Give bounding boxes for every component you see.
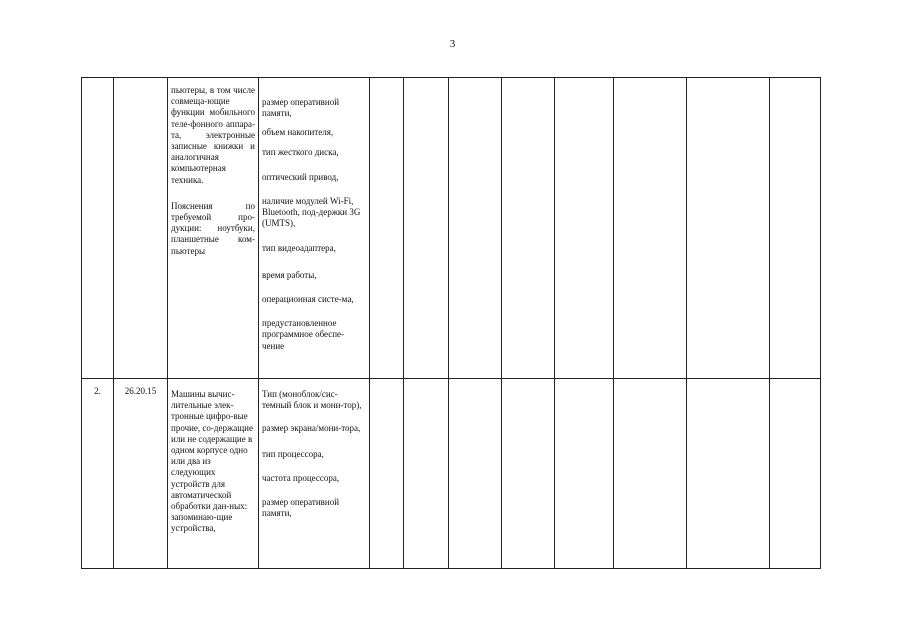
product-characteristics bbox=[259, 78, 370, 379]
product-characteristics bbox=[259, 379, 370, 569]
characteristic: оптический привод, bbox=[262, 171, 339, 182]
description-paragraph: пьютеры, в том числе совмеща-ющие функции мобильного теле-фонного аппара-та, электронные записные книжки и аналогичная компьютерная техника. bbox=[171, 85, 255, 185]
empty-cell bbox=[687, 379, 770, 569]
empty-cell bbox=[502, 78, 555, 379]
product-description bbox=[168, 379, 259, 569]
empty-cell bbox=[404, 78, 449, 379]
characteristic: предустановленное программное обеспе-чение bbox=[262, 318, 345, 351]
empty-cell bbox=[502, 379, 555, 569]
characteristic: тип жесткого диска, bbox=[262, 146, 339, 157]
characteristic: операционная систе-ма, bbox=[262, 294, 354, 305]
characteristic: Тип (моноблок/сис-темный блок и мони-тор), bbox=[262, 389, 362, 411]
okpd-code bbox=[114, 78, 168, 379]
page-number: 3 bbox=[449, 38, 456, 50]
row-number bbox=[82, 78, 114, 379]
table-row bbox=[82, 78, 821, 379]
characteristic: наличие модулей Wi-Fi, Bluetooth, под-держки 3G (UMTS), bbox=[262, 196, 361, 229]
empty-cell bbox=[404, 379, 449, 569]
empty-cell bbox=[555, 78, 614, 379]
empty-cell bbox=[770, 78, 821, 379]
characteristic: тип процессора, bbox=[262, 448, 324, 459]
empty-cell bbox=[555, 379, 614, 569]
empty-cell bbox=[449, 379, 502, 569]
empty-cell bbox=[614, 379, 687, 569]
characteristic: время работы, bbox=[262, 269, 317, 280]
characteristic: объем накопителя, bbox=[262, 127, 334, 138]
characteristic: размер экрана/мони-тора, bbox=[262, 423, 361, 434]
empty-cell bbox=[449, 78, 502, 379]
empty-cell bbox=[370, 379, 404, 569]
characteristic: частота процессора, bbox=[262, 472, 340, 483]
characteristic: тип видеоадаптера, bbox=[262, 242, 336, 253]
okpd-code: 26.20.15 bbox=[114, 379, 168, 569]
product-description bbox=[168, 78, 259, 379]
characteristic: размер оперативной памяти, bbox=[262, 497, 340, 519]
empty-cell bbox=[370, 78, 404, 379]
empty-cell bbox=[770, 379, 821, 569]
empty-cell bbox=[687, 78, 770, 379]
products-table bbox=[81, 77, 821, 569]
description-paragraph: Пояснения по требуемой про-дукции: ноутбуки, планшетные ком-пьютеры bbox=[171, 200, 255, 256]
empty-cell bbox=[614, 78, 687, 379]
table-row bbox=[82, 379, 821, 569]
row-number: 2. bbox=[82, 379, 114, 569]
characteristic: размер оперативной памяти, bbox=[262, 97, 340, 119]
description-paragraph: Машины вычис-лительные элек-тронные цифро-вые прочие, со-держащие или не содержащие в одном корпусе одно или два из следующих устройств для автоматической обработки дан-ных: запоминаю-щие устройства, bbox=[171, 389, 253, 534]
